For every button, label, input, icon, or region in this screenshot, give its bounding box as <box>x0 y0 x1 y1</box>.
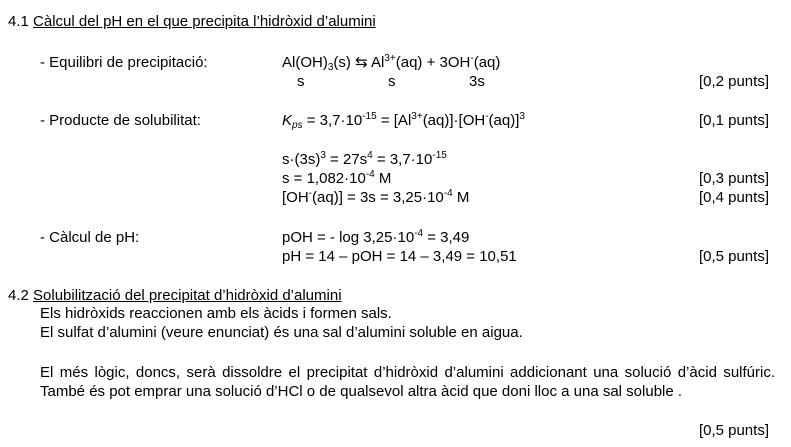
ph-label: - Càlcul de pH: <box>40 229 140 246</box>
equilibrium-s3: 3s <box>469 73 485 90</box>
solve-line3: $[OH^-(aq)] = 3s = 3,25\cdot 10^{-4}$ M <box>282 188 470 206</box>
section1-title: Càlcul del pH en el que precipita l’hidròxid d’alumini <box>33 13 376 30</box>
solve-line2-points: [0,3 punts] <box>698 170 769 187</box>
section2-line2: El sulfat d’alumini (veure enunciat) és una sal d’alumini soluble en aigua. <box>40 324 523 341</box>
solve-line1: $s\cdot(3s)^3 = 27s^4 = 3,7\cdot 10^{-15}$ <box>282 150 447 168</box>
equilibrium-points: [0,2 punts] <box>698 73 769 90</box>
section2-paragraph: El més lògic, doncs, serà dissoldre el precipitat d’hidròxid d’alumini addicionant una solució d’àcid sulfúric. També és pot emprar una solució d’HCl o de qualsevol altra àcid que doni lloc a una sal soluble . <box>40 364 775 400</box>
solve-line3-points: [0,4 punts] <box>698 189 769 206</box>
section1-number: 4.1 <box>8 13 29 30</box>
equilibrium-s1: s <box>297 73 305 90</box>
ksp-equation: $K_{ps} = 3,7\cdot 10^{-15} = [Al^{3+}(aq)]\cdot[OH^-(aq)]^3$ <box>282 111 525 131</box>
equilibrium-arrow-icon: ⇆ <box>355 54 368 71</box>
ph-line1: pOH = - $\log 3,25\cdot 10^{-4} = 3,49$ <box>282 228 470 246</box>
solve-line2: $s = 1,082\cdot 10^{-4}$ M <box>282 169 392 187</box>
equilibrium-s2: s <box>388 73 396 90</box>
equilibrium-label: - Equilibri de precipitació: <box>40 54 208 71</box>
section2-title: Solubilització del precipitat d’hidròxid d’alumini <box>33 287 342 304</box>
section2-line1: Els hidròxids reaccionen amb els àcids i formen sals. <box>40 305 392 322</box>
ph-line2: pH = 14 – pOH = 14 – 3,49 = 10,51 <box>282 248 517 265</box>
section2-number: 4.2 <box>8 287 29 304</box>
equilibrium-equation: $Al(OH)_3(s)$ ⇆ $Al^{3+}(aq) + 3OH^-(aq)$ <box>282 53 501 73</box>
ph-points: [0,5 punts] <box>698 248 769 265</box>
section1-heading <box>8 12 376 31</box>
section2-points: [0,5 punts] <box>698 422 769 439</box>
ksp-points: [0,1 punts] <box>698 112 769 129</box>
ksp-label: - Producte de solubilitat: <box>40 112 201 129</box>
section2-heading <box>8 286 342 305</box>
